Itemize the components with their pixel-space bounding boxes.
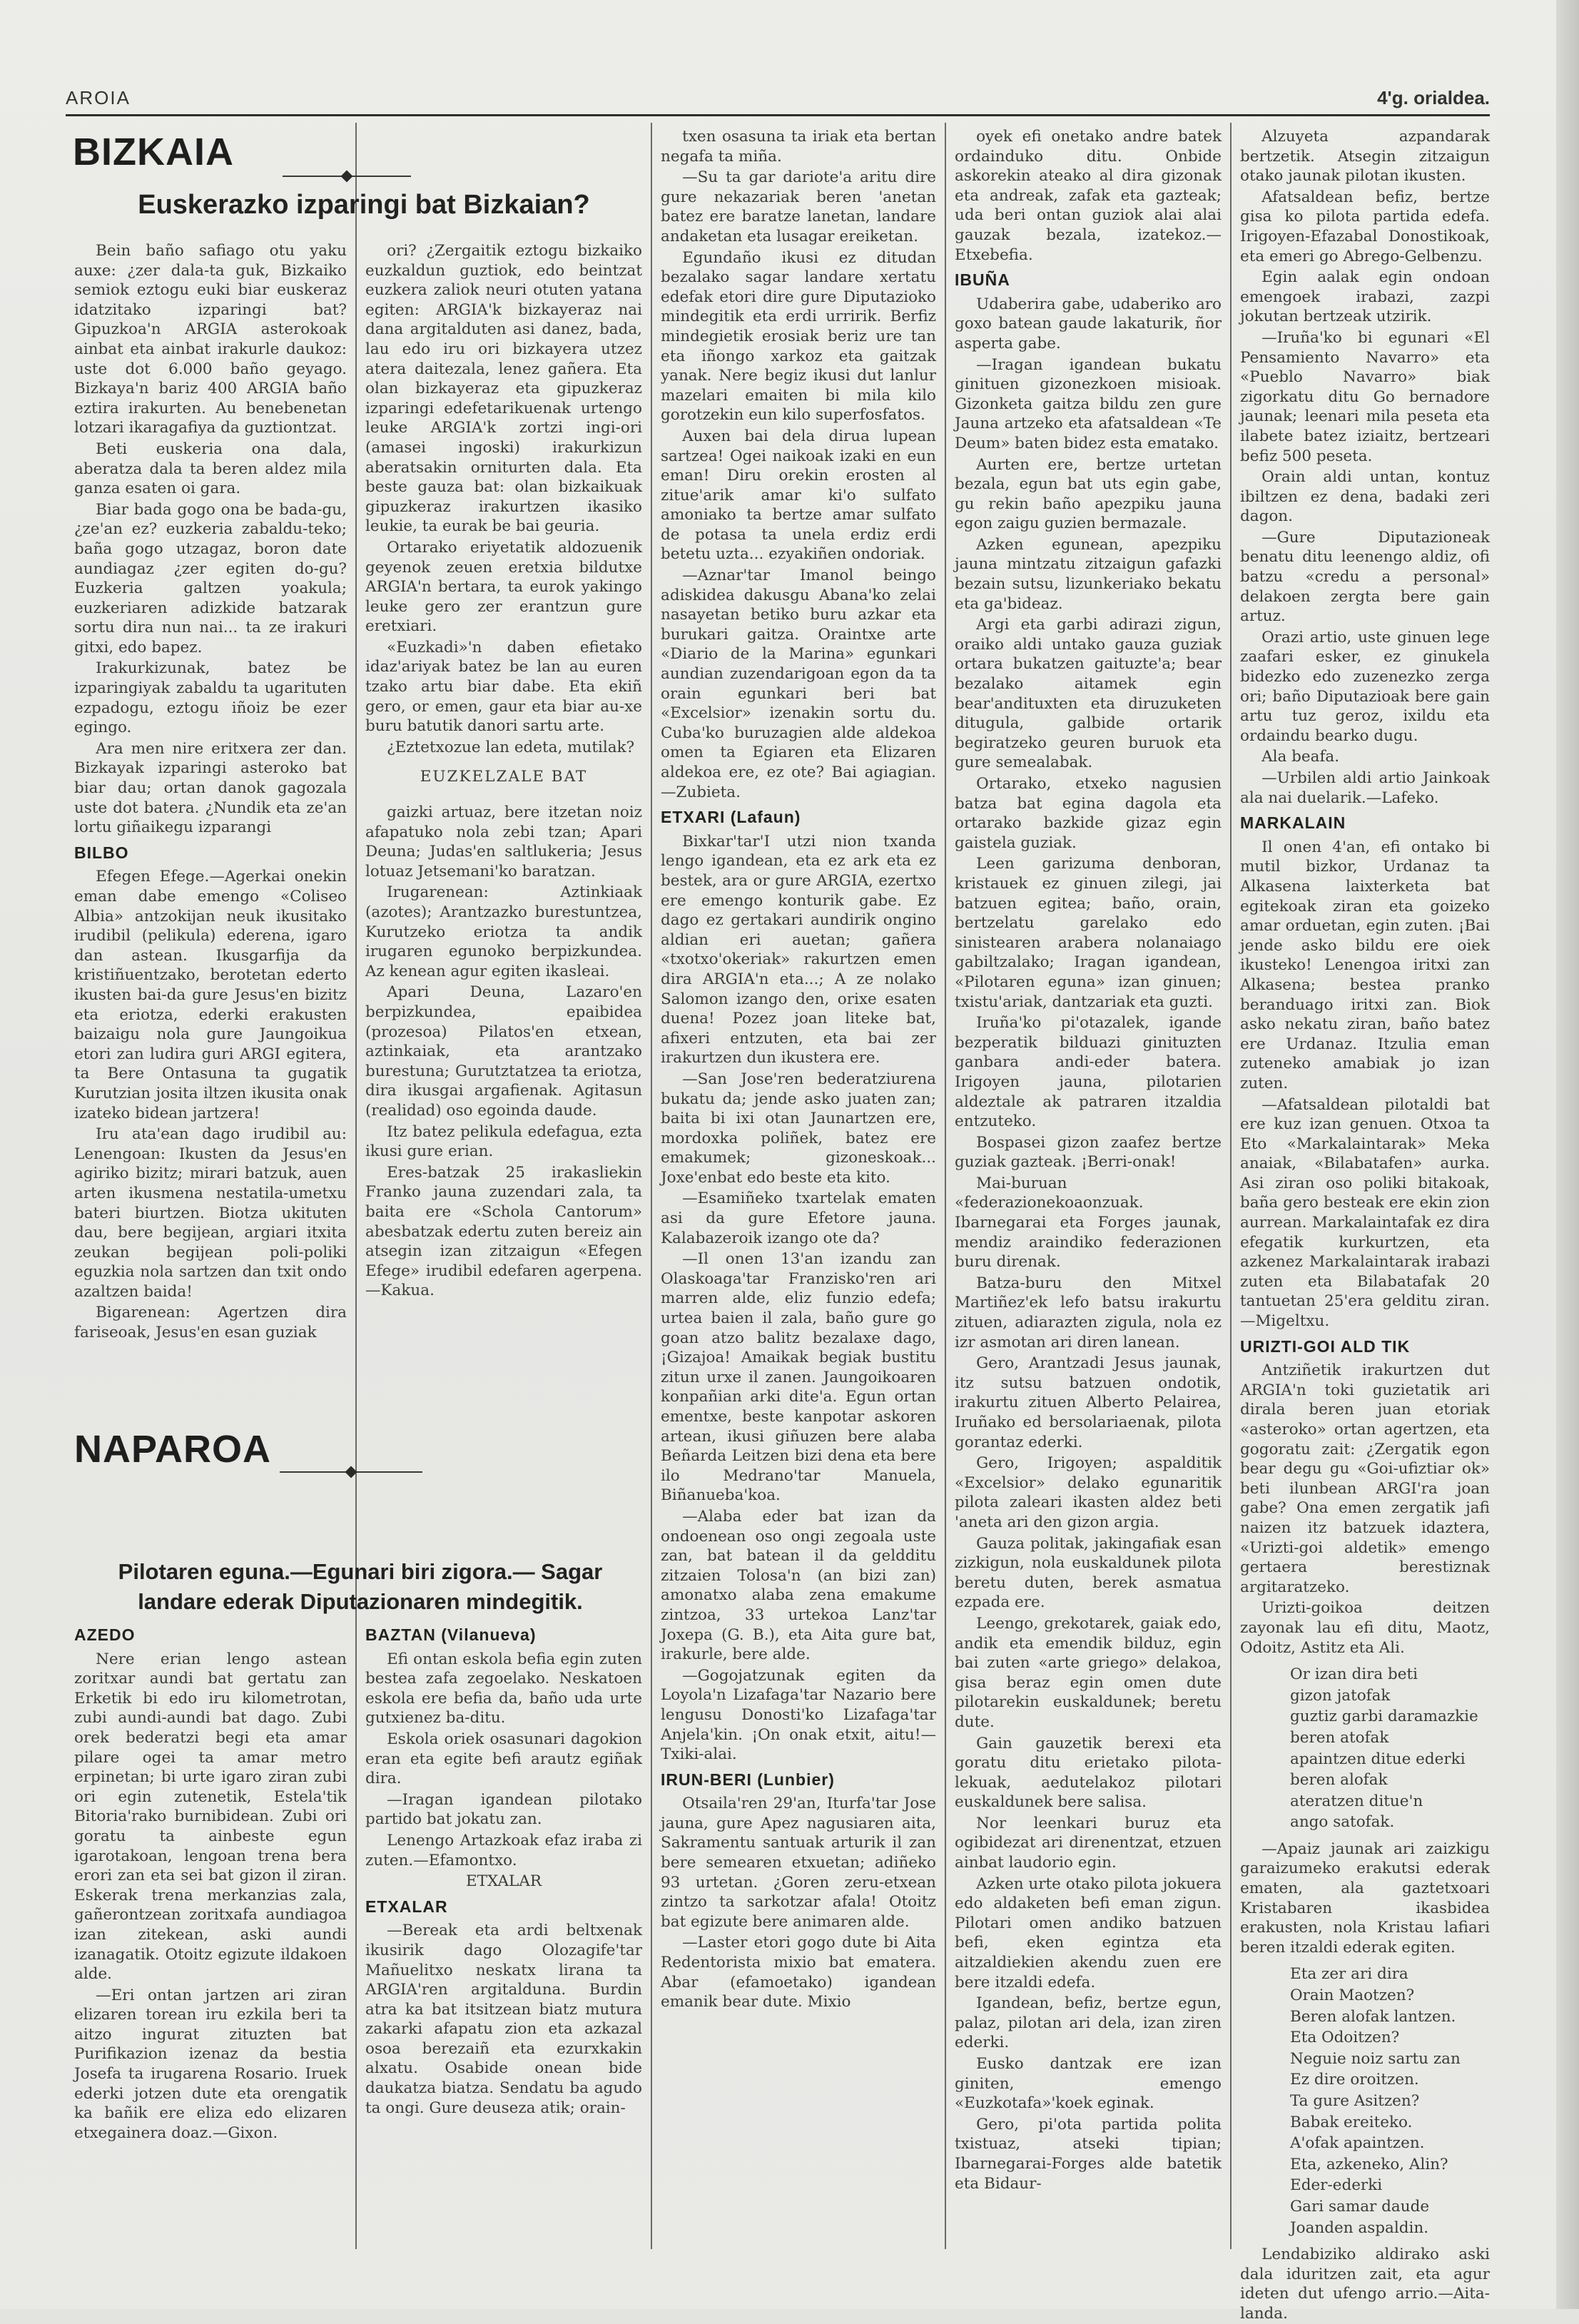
heading-baztan: BAZTAN (Vilanueva) bbox=[365, 1625, 537, 1644]
paragraph: —Urbilen aldi artio Jainkoak ala nai duelarik.—Lafeko. bbox=[1240, 769, 1490, 807]
verse-line: Ta gure Asitzen? bbox=[1290, 2092, 1420, 2110]
column-4 bbox=[955, 127, 1222, 2239]
paragraph: Aurten ere, bertze urtetan bezala, egun bat uts egin gabe, gu rekin baño apezpiku jauna egon zaigu guzien bermazale. bbox=[955, 455, 1222, 533]
paragraph: Gero, pi'ota partida polita txistuaz, atseki tipian; Ibarnegarai-Forges alde batetik eta Bidaur- bbox=[955, 2115, 1222, 2193]
paragraph: Nor leenkari buruz eta ogibidezat ari direnentzat, etzuen ainbat laudorio egin. bbox=[955, 1814, 1222, 1872]
paragraph: —Gure Diputazioneak benatu ditu leenengo aldiz, ofi batzu «credu a personal» delakoen zergta bere gain artuz. bbox=[1240, 528, 1490, 626]
paragraph: Batza-buru den Mitxel Martiñez'ek lefo batsu irakurtu zituen, adiarazten zigula, nola ez izr asmotan ari diren lanean. bbox=[955, 1274, 1222, 1351]
paragraph: Azken egunean, apezpiku jauna mintzatu zitzaigun gafazki bezain sutsu, lizunkeriako bekatu eta ga'bideaz. bbox=[955, 535, 1222, 613]
paragraph: —Esamiñeko txartelak ematen asi da gure Efetore jauna. Kalabazeroik izango ote da? bbox=[661, 1189, 936, 1247]
paragraph: Auxen bai dela dirua lupean sartzea! Ogei naikoak izaki en eun eman! Diru orekin erosten al zitue'arik amar ki'o sulfato amoniako ta bertze amar sulfato de potasa ta unela erdiz erdi betetu uzta... ezyakiñen ondoriak. bbox=[661, 427, 936, 564]
paragraph: Irugarenean: Aztinkiaak (azotes); Arantzazko burestuntzea, Kurutzeko eriotza ta andik irugaren egunoko berpizkundea. Az kenean agur egiten ikasleai. bbox=[365, 883, 642, 980]
paragraph: Ortarako, etxeko nagusien batza bat egina dagola eta ortarako bazkide gizaz egin gaistela guziak. bbox=[955, 775, 1222, 852]
paragraph: Gauza politak, jakingafiak esan zizkigun, nola euskaldunek pilota beretu duten, berek asmatua ezpada ere. bbox=[955, 1534, 1222, 1612]
paragraph: ¿Eztetxozue lan edeta, mutilak? bbox=[387, 738, 635, 756]
heading-irunberi: IRUN-BERI (Lunbier) bbox=[661, 1770, 835, 1789]
paragraph: Alzuyeta azpandarak bertzetik. Atsegin zitzaigun otako jaunak pilotan ikusten. bbox=[1240, 128, 1490, 186]
column-rule bbox=[355, 123, 357, 2249]
paragraph: Il onen 4'an, efi ontako bi mutil bizkor, Urdanaz ta Alkasena laixterketa bat egitekoak ziran eta goizeko amar orduetan, egin zuten. ¡Bai jende asko bildu ere oiek ikusteko! Lenengoa iritxi zan Alkasena; bestea pranko beranduago iritxi zan. Biok asko nekatu ziran, baño batez ere Urdanaz. Itzulia eman zuteneko amabiak jo izan zuten. bbox=[1240, 838, 1490, 1092]
paragraph: Iruña'ko pi'otazalek, igande bezperatik bilduazi ginituzten ganbara andi-eder batera. Irigoyen jauna, pilotarien aldeztale ak patraren itzaldia entzuteko. bbox=[955, 1014, 1222, 1131]
paragraph: —Su ta gar dariote'a aritu dire gure nekazariak beren 'anetan batez ere baratze lanetan, landare andaketan eta lusagar ereiketan. bbox=[661, 168, 936, 245]
paragraph: Azken urte otako pilota jokuera edo aldaketen befi eman zigun. Pilotari omen andiko batzuen befi, eken egintza eta aitzaldiekien akendu zuen ere bere itzaldi edefa. bbox=[955, 1874, 1222, 1991]
verse-block bbox=[1240, 1665, 1490, 1832]
paragraph: —Iragan igandean bukatu ginituen gizonezkoen misioak. Gizonketa gaitza bildu zen gure Jauna artzeko eta afatsaldean «Te Deum» baten bidez esta ematako. bbox=[955, 355, 1222, 452]
verse-line: Or izan dira beti bbox=[1290, 1665, 1418, 1684]
verse-line: gizon jatofak bbox=[1290, 1686, 1391, 1705]
verse-line: ateratzen ditue'n bbox=[1290, 1792, 1423, 1810]
paragraph: Iru ata'ean dago irudibil au: Lenengoan: Ikusten da Jesus'en agiriko bizitz; mirari batzuk, auen arten ikusmena nestatila-umetxu bateri biurtzen. Biotza ukituten dau, bere begijean, argiari itxita zeukan begijean poli-poliki eguzkia nola sartzen dan txit ondo azaltzen baida! bbox=[74, 1125, 347, 1301]
heading-bilbo: BILBO bbox=[74, 843, 129, 862]
verse-line: beren atofak bbox=[1290, 1728, 1389, 1747]
paragraph: gaizki artuaz, bere itzetan noiz afapatuko nola zebi tzan; Apari Deuna; Judas'en saltlukeria; Jesus lotuaz Jetsemani'ko baratzan. bbox=[365, 803, 642, 881]
verse-line: Beren alofak lantzen. bbox=[1290, 2007, 1456, 2026]
signature: EUZKELZALE BAT bbox=[420, 768, 588, 786]
paragraph: —Iragan igandean pilotako partido bat jokatu zan. bbox=[365, 1790, 642, 1829]
paragraph: Lendabiziko aldirako aski dala iduritzen zait, eta agur ideten dut ufengo arrio.—Aita-landa. bbox=[1240, 2246, 1490, 2323]
paragraph: Afatsaldean befiz, bertze gisa ko pilota partida edefa. Irigoyen-Efazabal Donostikoak, eta emeri go Abrego-Gelbenzu. bbox=[1240, 188, 1490, 265]
section-title-bizkaia: BIZKAIA bbox=[73, 131, 234, 173]
paragraph: ori? ¿Zergaitik eztogu bizkaiko euzkaldun guztiok, edo beintzat euzkera zaliok neuri otuten yatana egiten: ARGIA'k bizkayeraz nai dana argitalduten asi danez, bada, lau edo iru ori bizkayera utzez atera daitezala, lenez gañera. Eta olan bizkayeraz eta gipuzkeraz izparingi edefetarikuenak urtengo leuke ARGIA'k zortzi ingi-ori (amasei ingoski) irakurkizun aberatsakin orniturten dala. Eta beste gauza bat: olan bizkaikuak gipuzkeraz irakurtzen ikasiko leukie, ta eurak be bai geuria. bbox=[365, 242, 642, 536]
paragraph: —San Jose'ren bederatziurena bukatu da; jende asko juaten zan; baita bi ixi otan Jaunartzen ere, mordoxka poliñek, batez ere emakumek; gizoneskoak... Joxe'enbat edo beste eta kito. bbox=[661, 1070, 936, 1187]
paragraph: —Laster etori gogo dute bi Aita Redentorista mixio bat ematera. Abar (efamoetako) igandean emanik bear dute. Mixio bbox=[661, 1934, 936, 2011]
paragraph: Efegen Efege.—Agerkai onekin eman dabe emengo «Coliseo Albia» antzokijan neuk ikusitako irudibil (pelikula) ederena, igaro dan astean. Ikusgarfija da kristiñuentzako, berotetan ederto ikusten bai-da gure Jesus'en bizitz eta eriotza, ederki erakusten baizaigu nola gure Jaungoikua etori zan ludira guri ARGI egitera, ta Bere Ontasuna ta gugatik Kurutzian josita iltzen ikusita onak izateko bidean jartzera! bbox=[74, 868, 347, 1122]
ornament-diamond bbox=[341, 171, 353, 183]
headline-line: Pilotaren eguna.—Egunari biri zigora.— Sagar bbox=[118, 1559, 603, 1584]
headline-line: landare ederak Diputazionaren mindegitik. bbox=[138, 1589, 583, 1614]
paragraph: Bixkar'tar'I utzi nion txanda lengo igandean, eta ez ark eta ez bestek, ara or gure ARGIA, ezertxo ere emengo konturik gabe. Ez dago ez gertakari aundirik ongino aldian eri auetan; gañera «txotxo'okeriak» rakurtzen emen dira ARGIA'n eta...; A ze nolako Salomon izango den, orixe esaten duena! Pozez joan liteke bat, afixeri entzuten, eta bai zer irakurtzen dun ikustera ere. bbox=[661, 832, 936, 1067]
verse-line: beren alofak bbox=[1290, 1771, 1388, 1790]
verse-line: Eta Odoitzen? bbox=[1290, 2029, 1400, 2047]
headline-bizkaia: Euskerazko izparingi bat Bizkaian? bbox=[138, 190, 590, 220]
paragraph: Itz batez pelikula edefagua, ezta ikusi gure erian. bbox=[365, 1122, 642, 1161]
column-2-lower bbox=[365, 1620, 642, 2148]
paragraph: Ala beafa. bbox=[1261, 748, 1340, 766]
paragraph: Urizti-goikoa deitzen zayonak lau efi ditu, Maotz, Odoitz, Astitz eta Ali. bbox=[1240, 1599, 1490, 1657]
paragraph: Egin aalak egin ondoan emengoek irabazi, zazpi jokutan bertzeak utzirik. bbox=[1240, 268, 1490, 326]
paragraph: Eusko dantzak ere izan giniten, emengo «Euzkotafa»'koek eginak. bbox=[955, 2055, 1222, 2113]
paragraph: Nere erian lengo astean zoritxar aundi bat gertatu zan Erketik bi edo iru kilometrotan, zubi aundi-aundi bat dago. Zubi orek bederatzi begi eta amar pilare ogei ta amar metro erpinetan; bi urte igaro ziran zubi ori egin zutenetik, Estela'tik Bitoria'rako burnibidean. Zubi ori goratu ta ainbeste egun igarotakoan, lengoan trena bera erori zan eta sei bat gizon il ziran. Eskerak trena merkanzias zala, gañerontzean zoritxafa aundiagoa izan zitekean, aski aundi izanagatik. Otoitz egizute ildakoen alde. bbox=[74, 1650, 347, 1984]
paragraph: Ortarako eriyetatik aldozuenik geyenok zeuen eretxia bildutxe ARGIA'n bertara, ta eurok yakingo leuke gero zer erantzun gure eretxiari. bbox=[365, 538, 642, 636]
paragraph: —Gogojatzunak egiten da Loyola'n Lizafaga'tar Nazario bere lengusu Donosti'ko Lizafaga'tar Anjela'kin. ¡On onak etxit, aitu!—Txiki-alai. bbox=[661, 1666, 936, 1764]
verse-line: Eta, azkeneko, Alin? bbox=[1290, 2155, 1448, 2173]
running-head bbox=[66, 84, 1490, 118]
section-title-naparoa: NAPAROA bbox=[74, 1428, 271, 1471]
paper-name: AROIA bbox=[66, 87, 131, 108]
verse-block bbox=[1240, 1964, 1490, 2238]
paragraph: Bein baño safiago otu yaku auxe: ¿zer dala-ta guk, Bizkaiko semiok eztogu euki biar euskeraz idatzitako izparingi bat? Gipuzkoa'n ARGIA asterokoak ainbat eta ainbat irakurle daukoz: uste dot 6.000 baño geyago. Bizkaya'n bariz 400 ARGIA baño eztira irakurten. Au benebenetan lotzari ikaragafiya da guztiontzat. bbox=[74, 242, 347, 437]
paragraph: txen osasuna ta iriak eta bertan negafa ta miña. bbox=[661, 128, 936, 166]
paragraph: —Aznar'tar Imanol beingo adiskidea dakusgu Abana'ko zelai nasayetan betiko buru azkar eta burukari gaitza. Oraintxe arte «Diario de la Marina» egunkari aundian zuzendarigoan egon da ta orain egunkari beri bat «Excelsior» izenakin sortu du. Cuba'ko buruzagien alde aldekoa omen ta Egiaren eta Elizaren aldekoa ere, ez ote? Bai agiagian.—Zubieta. bbox=[661, 567, 936, 801]
column-1-lower bbox=[74, 1620, 347, 2148]
heading-urizti: URIZTI-GOI ALD TIK bbox=[1240, 1336, 1411, 1356]
paragraph: Eres-batzak 25 irakasliekin Franko jauna zuzendari zala, ta baita ere «Schola Cantorum» abesbatzak edertu zuten bereiz ain atsegin izan zitzaigun «Efegen Efege» irudibil edefaren agerpena.—Kakua. bbox=[365, 1163, 642, 1300]
paragraph: —Apaiz jaunak ari zaizkigu garaizumeko erakutsi ederak ematen, ala gaztetxoari Kristabaren ikasbidea erakusten, nola Kristau lafiari beren itzaldi ederak egiten. bbox=[1240, 1840, 1490, 1957]
paragraph: Igandean, befiz, bertze egun, palaz, pilotan ari dela, izan ziren ederki. bbox=[955, 1994, 1222, 2052]
page-edge bbox=[1556, 0, 1579, 2309]
paragraph: —Il onen 13'an izandu zan Olaskoaga'tar Franzisko'ren ari marren alde, eliz funzio edefa; urtea baien il zala, baño gure go goan atzo balitz bezalaxe dago, ¡Gizajoa! Amaikak begiak bustitu zitun urxe il zanen. Jaungoikoaren konpañian arki dite'a. Egun ortan ementxe, beste kanpotar askoren artean, ikusi giñuzen bere alaba Beñarda Leitzen bizi dena eta bere ilo Medrano'tar Manuela, Biñanueba'koa. bbox=[661, 1250, 936, 1505]
paragraph: Bospasei gizon zaafez bertze guziak gazteak. ¡Berri-onak! bbox=[955, 1133, 1222, 1172]
paragraph: Beti euskeria ona dala, aberatza dala ta beren aldez mila ganza esaten oi gara. bbox=[74, 440, 347, 498]
paragraph: —Eri ontan jartzen ari ziran elizaren torean iru ezkila beri ta aitzo ingurat zituzten bat Purifikazion izenaz da bestia Josefa ta irugarena Rosario. Iruek ederki jotzen dute eta orengatik ka bañik ere eliza edo elizaren etxegainera doaz.—Gixon. bbox=[74, 1986, 347, 2142]
column-rule bbox=[651, 123, 652, 2249]
place-name: ETXALAR bbox=[465, 1872, 542, 1891]
header-rule bbox=[66, 114, 1490, 116]
verse-line: Orain Maotzen? bbox=[1290, 1986, 1415, 2005]
paragraph: Efi ontan eskola befia egin zuten bestea zafa zegoelako. Neskatoen eskola ere befia da, baño uda urte gutxienez ba-ditu. bbox=[365, 1650, 642, 1727]
paragraph: Leengo, grekotarek, gaiak edo, andik eta emendik bilduz, egin bai zuten «arte griego» delakoa, gisa beraz egin omen dute pilotarekin euskaldunek; beretu dute. bbox=[955, 1614, 1222, 1731]
column-1-upper bbox=[74, 241, 347, 1342]
column-rule bbox=[1230, 123, 1232, 2249]
verse-line: Gari samar daude bbox=[1290, 2197, 1430, 2216]
paragraph: Bigarenean: Agertzen dira fariseoak, Jesus'en esan guziak bbox=[74, 1304, 347, 1342]
verse-line: Babak ereiteko. bbox=[1290, 2113, 1413, 2131]
paragraph: Gero, Arantzadi Jesus jaunak, itz sutsu batzuen ondotik, irakurtu zituen Alberto Pelairea, Iruñako ed bersolariaenak, pilota gorantaz ederki. bbox=[955, 1354, 1222, 1451]
page-number: 4'g. orialdea. bbox=[1377, 87, 1490, 108]
verse-line: guztiz garbi daramazkie bbox=[1290, 1708, 1478, 1726]
paragraph: Gero, Irigoyen; aspalditik «Excelsior» delako egunaritik pilota zaleari ikasten aldez beti 'aneta ari den gizon argia. bbox=[955, 1454, 1222, 1531]
verse-line: Eder-ederki bbox=[1290, 2176, 1383, 2195]
verse-line: Eta zer ari dira bbox=[1290, 1965, 1408, 1984]
paragraph: «Euzkadi»'n daben efietako idaz'ariyak batez be lan au euren tzako artu biar dabe. Eta ekiñ gero, or emen, gaur eta biar au-xe buru batutik danori sartu arte. bbox=[365, 638, 642, 736]
verse-line: A'ofak apaintzen. bbox=[1290, 2134, 1425, 2153]
paragraph: Argi eta garbi adirazi zigun, oraiko aldi untako gauza guziak ortara bukatzen gaituzte'a; bear bezalako aitamek egin bear'andituxten eta diruzuketen ditugula, galbide ortarik begiratzeko geuren buruok eta gure semealabak. bbox=[955, 616, 1222, 772]
paragraph: Lenengo Artazkoak efaz iraba zi zuten.—Efamontxo. bbox=[365, 1831, 642, 1869]
paragraph: Irakurkizunak, batez be izparingiyak zabaldu ta ugarituten ezpadogu, eztogu iñoiz be ezer egingo. bbox=[74, 659, 347, 737]
verse-line: Ez dire oroitzen. bbox=[1290, 2071, 1419, 2089]
heading-markalain: MARKALAIN bbox=[1240, 813, 1346, 833]
verse-line: Joanden aspaldin. bbox=[1290, 2218, 1429, 2237]
paragraph: Mai-buruan «federazionekoaonzuak. Ibarnegarai eta Forges jaunak, mendiz araindiko federazionen buru direnak. bbox=[955, 1174, 1222, 1272]
column-3 bbox=[661, 127, 936, 2239]
paragraph: Egundaño ikusi ez ditudan bezalako sagar landare xertatu edefak etori dire gure Diputazioko mindegitik eta erdi urririk. Berfiz mindegietik erosiak beriz ure tan eta iñongo xarkoz eta gaitzak yanak. Nere begiz ikusi dut lanlur mazelari emaiten bi mila kilo gorotzekin eun kilo superfosfatos. bbox=[661, 248, 936, 425]
paragraph: Otsaila'ren 29'an, Iturfa'tar Jose jauna, gure Apez nagusiaren aita, Sakramentu santuak arturik il zan bere semearen etxuetan; adiñeko 93 urtetan. ¿Goren zeru-etxean zintzo ta sarkotzar afala! Otoitz bat egizute bere animaren alde. bbox=[661, 1795, 936, 1931]
paragraph: Eskola oriek osasunari dagokion eran eta egite befi arautz egiñak dira. bbox=[365, 1730, 642, 1788]
heading-etxari: ETXARI (Lafaun) bbox=[661, 808, 801, 827]
paragraph: Orazi artio, uste ginuen lege zaafari esker, ez ginukela bidezko edo zuzenezko zerga ori; baño Diputazioak bere gain artu tuz geroz, ixildu eta ordaindu bearko dugu. bbox=[1240, 628, 1490, 745]
heading-azedo: AZEDO bbox=[74, 1625, 136, 1644]
paragraph: —Alaba eder bat izan da ondoenean oso ongi zegoala uste zan, bat batean il da geldditu zitzaien Tolosa'n (an bizi zan) amonatxo alaba zena emakume zintzoa, 33 urtekoa Lanz'tar Joxepa (G. B.), eta Aita gure bat, irakurle, bere alde. bbox=[661, 1507, 936, 1664]
verse-line: Neguie noiz sartu zan bbox=[1290, 2049, 1461, 2068]
paragraph: oyek efi onetako andre batek ordainduko ditu. Onbide askorekin ateako al dira gizonak eta andreak, zafak eta gazteak; uda beri ontan guziok alai alai gauzak bezala, izatekoz.—Etxebefia. bbox=[955, 128, 1222, 264]
paragraph: —Iruña'ko bi egunari «El Pensamiento Navarro» eta «Pueblo Navarro» biak zigorkatu ditu Go bernadore jaunak; leenari mila peseta eta ilabete batez iziaitz, bertzeari befiz 500 peseta. bbox=[1240, 328, 1490, 465]
column-rule bbox=[945, 123, 946, 2249]
verse-line: ango satofak. bbox=[1290, 1813, 1395, 1832]
verse-line: apaintzen ditue ederki bbox=[1290, 1750, 1466, 1768]
paragraph: —Afatsaldean pilotaldi bat ere kuz izan genuen. Otxoa ta Eto «Markalaintarak» Meka anaiak, «Bilabatafen» aurka. Asi ziran oso poliki bitakoak, baña gero besteak ere ekin zion aurrean. Markalaintafak ez dira efegatik kurkurtzen, eta azkenez Markalaintarak irabazi zuten eta Bilabatafak 20 tantuetan 25'era gelditu ziran.—Migeltxu. bbox=[1240, 1095, 1490, 1331]
column-5 bbox=[1240, 127, 1490, 2323]
paragraph: Orain aldi untan, kontuz ibiltzen ez dena, badaki zeri dagon. bbox=[1240, 468, 1490, 526]
heading-ibuna: IBUÑA bbox=[955, 270, 1010, 290]
paragraph: Ara men nire eritxera zer dan. Bizkayak izparingi asteroko bat biar dau; ortan danok gagozala uste dot batera. ¿Nundik eta ze'an lortu giñaikegu izparangi bbox=[74, 739, 347, 837]
paragraph: Antziñetik irakurtzen dut ARGIA'n toki guzietatik ari dirala beren juan etoriak «asteroko» ortan agertzen, eta gogoratu zait: ¿Zergatik egon bear degu gu «Goi-ufiztiar ok» beti ilunbean ARGI'ra joan gabe? Ona emen zergatik jafi naizen itz batzuek idaztera, «Urizti-goi aldetik» emengo gertaera berestiznak argitaratzeko. bbox=[1240, 1361, 1490, 1596]
paragraph: Udaberira gabe, udaberiko aro goxo batean gaude lakaturik, ñor asperta gabe. bbox=[955, 295, 1222, 352]
paragraph: Apari Deuna, Lazaro'en berpizkundea, epaibidea (prozesoa) Pilatos'en etxean, aztinkaiak, eta arantzako burestuna; Gurutztatzea ta eriotza, dira ikusgai argafienak. Agitasun (realidad) oso egoinda daude. bbox=[365, 983, 642, 1120]
heading-etxalar: ETXALAR bbox=[365, 1897, 448, 1916]
paragraph: Biar bada gogo ona be bada-gu, ¿ze'an ez? euzkeria zabaldu-teko; baña gogo utzagaz, boron date aundiagaz ¿zer egiten do-gu? Euzkeria galtzen yoakula; euzkeriaren adizkide batzarak sortu dira nun nai... ta ze irakuri gitxi, edo bapez. bbox=[74, 500, 347, 656]
paragraph: —Bereak eta ardi beltxenak ikusirik dago Olozagife'tar Mañuelitxo neskatx lirana ta ARGIA'ren argitalduna. Burdin atra ka bat itsitzean biatz mutura zakarki afapatu zion eta azkazal osoa berezaiñ eta ezurxkakin alxatu. Osabide onean bide daukatza biatza. Sendatu ba agudo ta ongi. Gure deuseza atik; orain- bbox=[365, 1922, 642, 2117]
headline-naparoa bbox=[78, 1557, 642, 1617]
paragraph: Leen garizuma denboran, kristauek ez ginuen zilegi, jai batzuen egitea; baño, orain, bertzelatu garelako edo sinistearen arabera nolanaiago gabiltzalako; Iragan igandean, «Pilotaren eguna» izan ginuen; txistu'ariak, dantzariak eta guzti. bbox=[955, 855, 1222, 1011]
paragraph: Gain gauzetik berexi eta goratu ditu erietako pilota-lekuak, aedutelakoz pilotari euskaldunek bere salisa. bbox=[955, 1734, 1222, 1812]
column-2-upper bbox=[365, 241, 642, 1300]
